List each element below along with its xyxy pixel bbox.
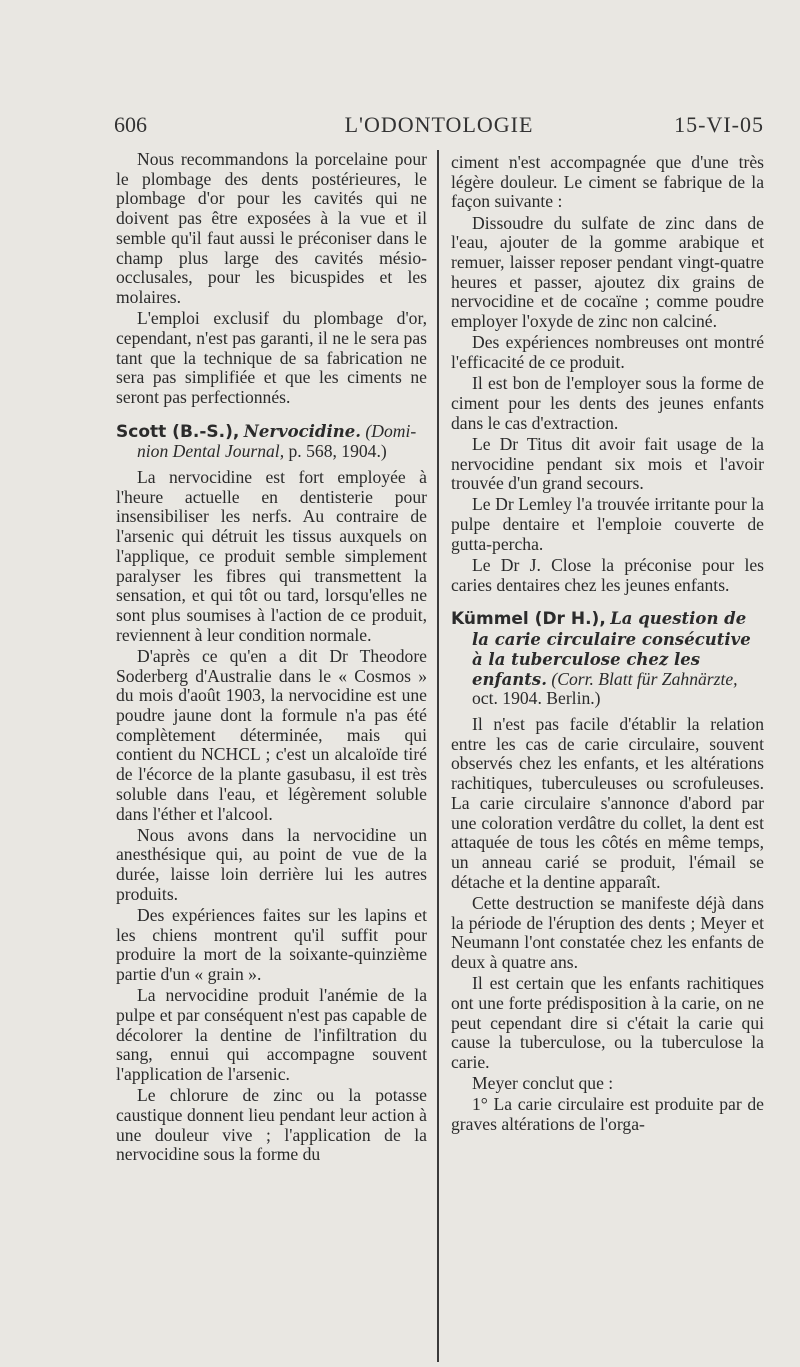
- journal-title: L'ODONTOLOGIE: [344, 112, 534, 137]
- paragraph: Cette destruction se manifeste déjà dans la période de l'éruption des dents ; Meyer et Neumann l'ont constatée chez les enfants de deux à quatre ans.: [451, 892, 764, 972]
- right-column: [451, 153, 764, 1136]
- paragraph: Meyer conclut que :: [472, 1073, 614, 1094]
- entry-title: Nervocidine.: [243, 421, 361, 441]
- paragraph: Nous avons dans la nervocidine un anesthésique qui, au point de vue de la durée, laisse loin derrière lui les autres produits.: [116, 824, 427, 904]
- paragraph: Le Dr Titus dit avoir fait usage de la nervocidine pendant six mois et l'avoir trouvée d'un grand secours.: [451, 433, 764, 494]
- paragraph: Le Dr J. Close la préconise pour les caries dentaires chez les jeunes enfants.: [451, 555, 764, 595]
- paragraph: La nervocidine est fort employée à l'heure actuelle en dentisterie pour insensibiliser les nerfs. Au contraire de l'arsenic qui détruit les tissus auxquels on l'applique, ce produit semble simplement paralyser les fibres qui transmettent la sensation, et qui tôt ou tard, lorsqu'elles ne sont plus soumises à l'action de ce produit, reviennent à leur condition normale.: [116, 467, 427, 645]
- bibliographic-entry: [451, 609, 764, 709]
- column-divider: [437, 150, 439, 1362]
- page-number: 606: [114, 112, 147, 137]
- paragraph-continuation: ciment n'est accompagnée que d'une très légère douleur. Le ciment se fabrique de la façon suivante :: [451, 152, 764, 212]
- paragraph: Des expériences faites sur les lapins et les chiens montrent qu'il suffit pour produire la mort de la soixante-quinzième partie d'un « grain ».: [116, 905, 427, 985]
- entry-source-details: oct. 1904. Berlin.): [472, 688, 601, 709]
- paragraph: La nervocidine produit l'anémie de la pulpe et par conséquent n'est pas capable de décolorer la dentine de l'infiltration du sang, ennui qui accompagne souvent l'application de l'arsenic.: [116, 985, 427, 1085]
- paragraph: Il est bon de l'employer sous la forme de ciment pour les dents des jeunes enfants dans le cas d'extraction.: [451, 373, 764, 433]
- entry-author: Scott (B.-S.),: [116, 421, 240, 442]
- entry-source: (Corr. Blatt für Zahnärzte,: [551, 668, 738, 689]
- left-column: [116, 150, 427, 1167]
- entry-source: (Dominion Dental Journal,: [137, 420, 417, 462]
- paragraph: D'après ce qu'en a dit Dr Theodore Soderberg d'Australie dans le « Cosmos » du mois d'août 1903, la nervocidine est une poudre jaune dont la formule n'a pas été complètement déterminée, mais qui contient du NCHCL ; c'est un alcaloïde tiré de l'écorce de la plante gasubasu, il est très soluble dans l'eau, et légèrement soluble dans l'éther et l'alcool.: [116, 645, 427, 824]
- paragraph: Le Dr Lemley l'a trouvée irritante pour la pulpe dentaire et l'emploie couverte de gutta-percha.: [451, 494, 764, 554]
- running-header: [114, 112, 764, 142]
- paragraph: Il n'est pas facile d'établir la relation entre les cas de carie circulaire, souvent observés chez les enfants, et les altérations rachitiques, tuberculeuses ou scrofuleuses. La carie circulaire s'annonce d'abord par une coloration verdâtre du collet, la dent est attaquée de tous les côtés en même temps, un anneau carié se produit, l'émail se détache et la dentine apparaît.: [451, 713, 764, 892]
- bibliographic-entry: [116, 422, 427, 462]
- paragraph: Dissoudre du sulfate de zinc dans de l'eau, ajouter de la gomme arabique et remuer, laisser reposer pendant vingt-quatre heures et passer, ajoutez dix grains de nervocidine et de cocaïne ; comme poudre employer l'oxyde de zinc non calciné.: [451, 212, 764, 332]
- entry-title: La question de la carie circulaire consécutive à la tuberculose chez les enfants.: [472, 609, 751, 689]
- issue-date: 15-VI-05: [674, 112, 764, 137]
- paragraph: Il est certain que les enfants rachitiques ont une forte prédisposition à la carie, on ne peut cependant dire si c'était la carie qui cause la tuberculose, ou la tuberculose la carie.: [451, 973, 764, 1072]
- paragraph: Des expériences nombreuses ont montré l'efficacité de ce produit.: [451, 332, 764, 373]
- paragraph: 1° La carie circulaire est produite par de graves altérations de l'orga-: [451, 1094, 764, 1135]
- entry-source-details: p. 568, 1904.): [288, 441, 387, 462]
- paragraph: L'emploi exclusif du plombage d'or, cependant, n'est pas garanti, il ne le sera pas tant que la technique de sa fabrication ne sera pas simplifiée et que les ciments ne seront pas perfectionnés.: [116, 308, 427, 407]
- paragraph: Nous recommandons la porcelaine pour le plombage des dents postérieures, le plombage d'or pour les cavités qui ne doivent pas être exposées à la vue et il semble qu'il faut aussi le préconiser dans le champ plus large des cavités mésio-occlusales, pour les bicuspides et les molaires.: [116, 149, 427, 307]
- paragraph: Le chlorure de zinc ou la potasse caustique donnent lieu pendant leur action à une douleur vive ; l'application de la nervocidine sous la forme du: [116, 1085, 427, 1165]
- entry-author: Kümmel (Dr H.),: [451, 609, 606, 630]
